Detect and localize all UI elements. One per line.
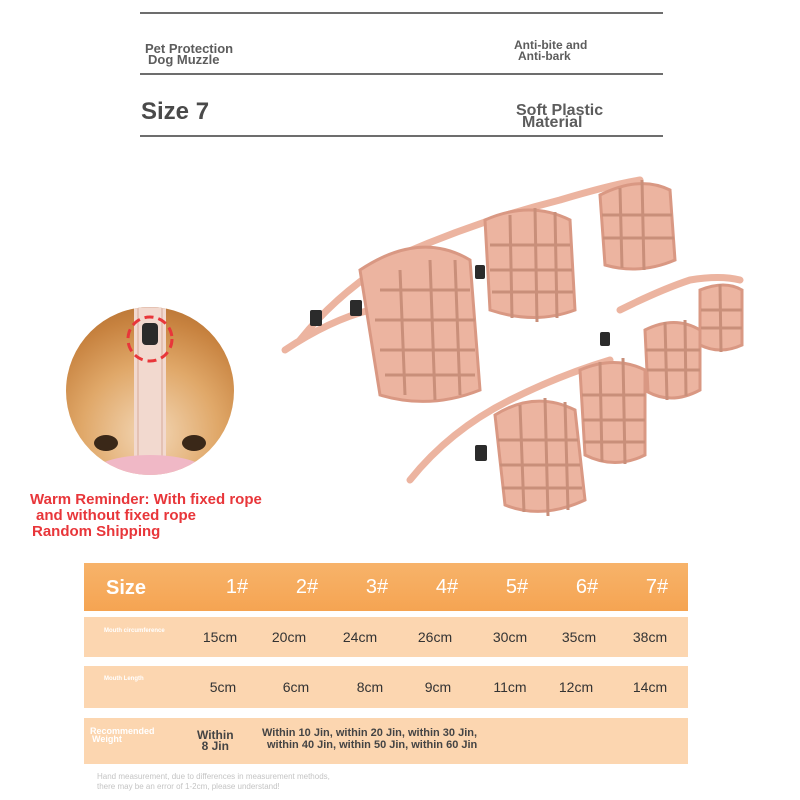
circumference-6: 35cm bbox=[561, 629, 597, 645]
product-name-line1: Pet Protection bbox=[145, 41, 234, 56]
product-photo bbox=[280, 160, 750, 540]
feature-line1: Anti-bite and bbox=[514, 38, 588, 52]
circumference-1: 15cm bbox=[202, 629, 238, 645]
length-6: 12cm bbox=[558, 679, 594, 695]
muzzle-small-3 bbox=[580, 358, 645, 464]
size-col-7: 7# bbox=[645, 575, 669, 598]
size-col-1: 1# bbox=[225, 575, 249, 598]
length-4: 9cm bbox=[424, 679, 452, 695]
size-table-header bbox=[84, 563, 688, 611]
feature-line2: Anti-bark bbox=[518, 49, 571, 63]
dog-closeup-photo bbox=[66, 307, 234, 475]
circumference-5: 30cm bbox=[492, 629, 528, 645]
length-2: 6cm bbox=[282, 679, 310, 695]
weight-other-sizes bbox=[262, 727, 477, 751]
length-1: 5cm bbox=[209, 679, 237, 695]
feature-text bbox=[514, 40, 587, 62]
circumference-2: 20cm bbox=[271, 629, 307, 645]
weight-label-line1: Recommended bbox=[90, 726, 155, 736]
size-col-4: 4# bbox=[435, 575, 459, 598]
warm-reminder bbox=[30, 492, 262, 540]
recommended-weight-label bbox=[90, 727, 155, 743]
reminder-line2: and without fixed rope bbox=[36, 507, 196, 524]
product-name-line2: Dog Muzzle bbox=[148, 52, 220, 67]
weight-rest-line2: within 40 Jin, within 50 Jin, within 60 Jin bbox=[267, 739, 478, 751]
size-col-2: 2# bbox=[295, 575, 319, 598]
muzzle-small-2 bbox=[645, 320, 700, 400]
divider-middle bbox=[140, 73, 663, 75]
reminder-line1: Warm Reminder: With fixed rope bbox=[30, 491, 262, 508]
recommended-weight-row bbox=[84, 718, 688, 764]
muzzle-medium-1 bbox=[485, 208, 575, 322]
measurement-note bbox=[97, 772, 330, 792]
material-line2: Material bbox=[522, 114, 583, 131]
material-line1: Soft Plastic bbox=[516, 102, 604, 119]
weight-label-line2: Weight bbox=[92, 734, 122, 744]
size-col-5: 5# bbox=[505, 575, 529, 598]
mouth-length-row bbox=[84, 666, 688, 708]
muzzle-small-1 bbox=[700, 284, 742, 352]
weight-1-line2: 8 Jin bbox=[201, 739, 229, 753]
size-col-6: 6# bbox=[575, 575, 599, 598]
mouth-length-label: Mouth Length bbox=[104, 676, 144, 682]
size-col-3: 3# bbox=[365, 575, 389, 598]
dog-closeup-illustration bbox=[66, 307, 234, 475]
mouth-circumference-row bbox=[84, 617, 688, 657]
weight-size-1 bbox=[197, 730, 234, 752]
mouth-circumference-label: Mouth circumference bbox=[104, 628, 165, 634]
size-title: Size 7 bbox=[141, 98, 210, 125]
reminder-line3: Random Shipping bbox=[32, 523, 161, 540]
muzzle-medium-3 bbox=[495, 398, 585, 516]
weight-1-line1: Within bbox=[197, 728, 234, 742]
material-text bbox=[516, 102, 604, 131]
muzzle-large bbox=[360, 247, 480, 401]
note-line1: Hand measurement, due to differences in measurement methods, bbox=[97, 772, 330, 781]
muzzle-medium-2 bbox=[600, 180, 675, 270]
product-name bbox=[145, 43, 233, 65]
length-5: 11cm bbox=[493, 679, 527, 695]
divider-top bbox=[140, 12, 663, 14]
circumference-4: 26cm bbox=[417, 629, 453, 645]
length-3: 8cm bbox=[356, 679, 384, 695]
note-line2: there may be an error of 1-2cm, please understand! bbox=[97, 782, 280, 791]
circumference-7: 38cm bbox=[632, 629, 668, 645]
length-7: 14cm bbox=[632, 679, 668, 695]
circumference-3: 24cm bbox=[342, 629, 378, 645]
divider-bottom bbox=[140, 135, 663, 137]
weight-rest-line1: Within 10 Jin, within 20 Jin, within 30 Jin, bbox=[262, 727, 478, 739]
size-header-label: Size bbox=[106, 577, 147, 599]
